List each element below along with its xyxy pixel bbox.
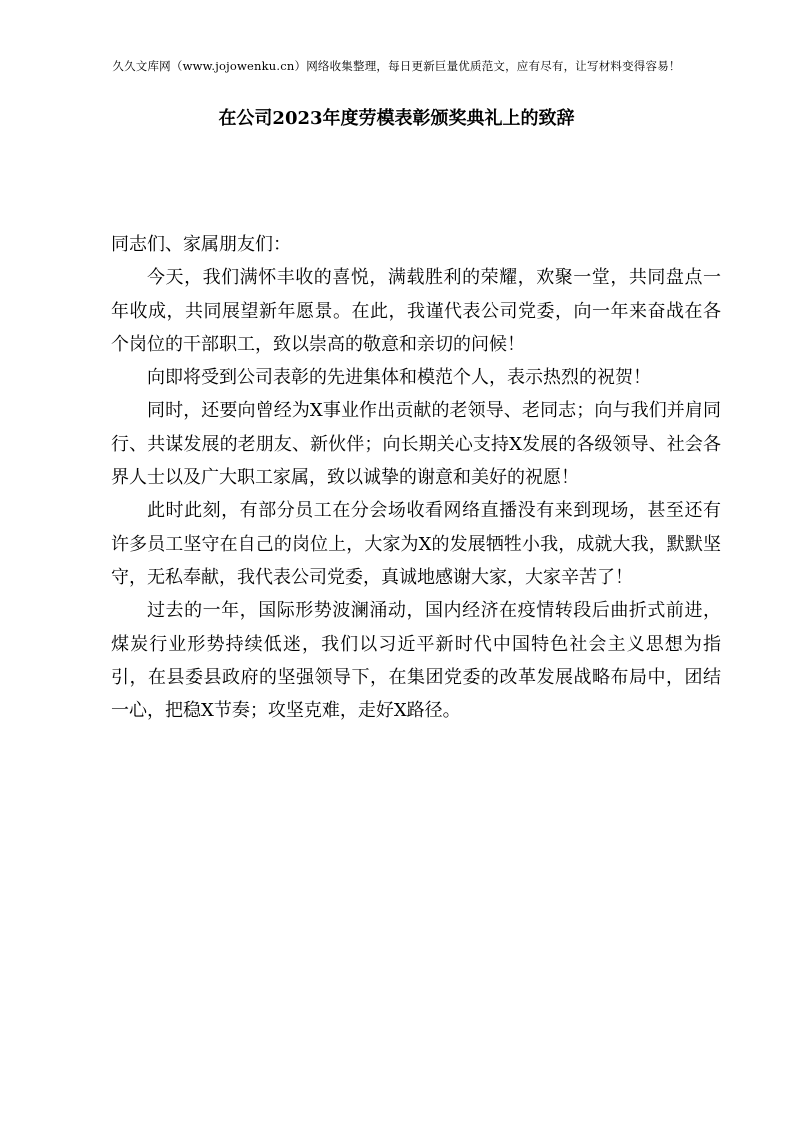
watermark-header: 久久文库网（www.jojowenku.cn）网络收集整理，每日更新巨量优质范文，应有尽有，让写材料变得容易！ <box>112 59 681 73</box>
paragraph: 同时，还要向曾经为X事业作出贡献的老领导、老同志；向与我们并肩同行、共谋发展的老朋友、新伙伴；向长期关心支持X发展的各级领导、社会各界人士以及广大职工家属，致以诚挚的谢意和美好的祝愿！ <box>111 400 721 489</box>
paragraph: 今天，我们满怀丰收的喜悦，满载胜利的荣耀，欢聚一堂，共同盘点一年收成，共同展望新年愿景。在此，我谨代表公司党委，向一年来奋战在各个岗位的干部职工，致以崇高的敬意和亲切的问候！ <box>111 267 721 355</box>
salutation: 同志们、家属朋友们： <box>111 234 291 255</box>
paragraph: 向即将受到公司表彰的先进集体和模范个人，表示热烈的祝贺！ <box>147 367 651 389</box>
document-body <box>111 228 721 727</box>
paragraph: 此时此刻，有部分员工在分会场收看网络直播没有来到现场，甚至还有许多员工坚守在自己的岗位上，大家为X的发展牺牲小我，成就大我，默默坚守，无私奉献，我代表公司党委，真诚地感谢大家，大家辛苦了！ <box>111 500 721 588</box>
document-title: 在公司2023年度劳模表彰颁奖典礼上的致辞 <box>218 108 575 129</box>
paragraph: 过去的一年，国际形势波澜涌动，国内经济在疫情转段后曲折式前进，煤炭行业形势持续低迷，我们以习近平新时代中国特色社会主义思想为指引，在县委县政府的坚强领导下，在集团党委的改革发展战略布局中，团结一心，把稳X节奏；攻坚克难，走好X路径。 <box>111 600 721 722</box>
